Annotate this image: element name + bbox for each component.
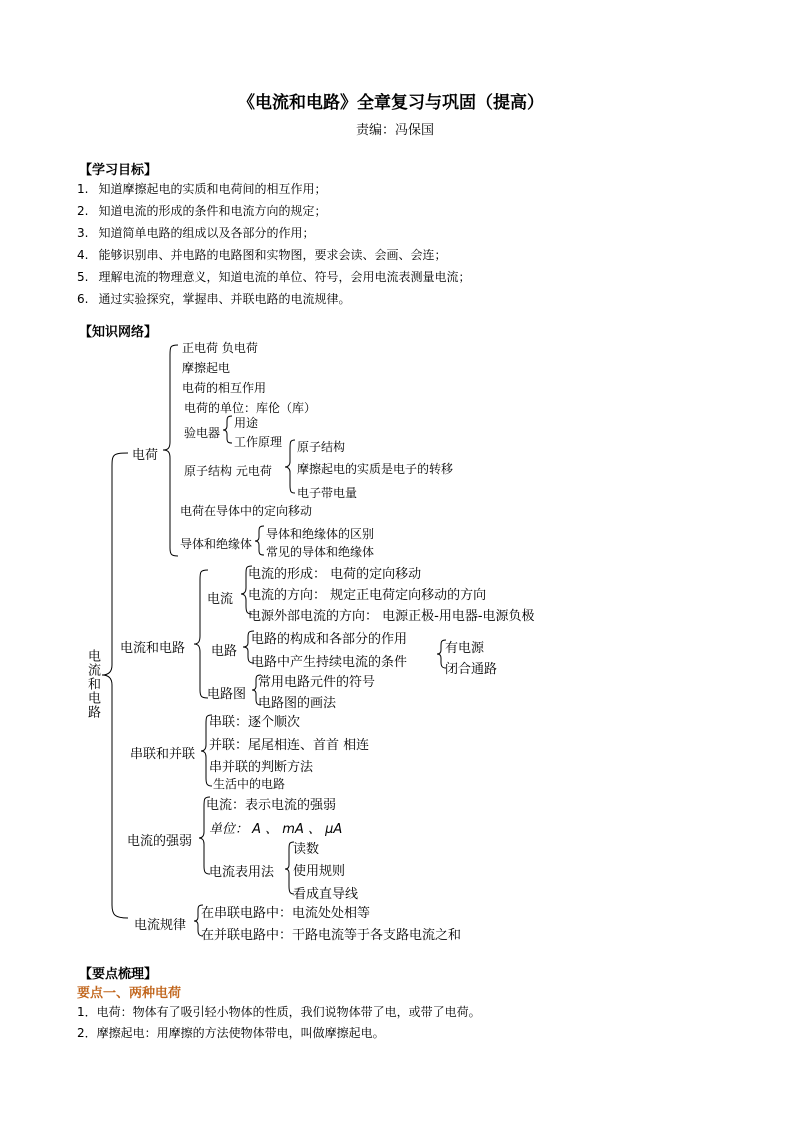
node: 生活中的电路 (213, 777, 286, 791)
node: 读数 (293, 842, 320, 857)
author: 责编：冯保国 (356, 123, 435, 138)
node: 电荷的单位：库伦（库） (184, 401, 317, 415)
paragraph (77, 1024, 385, 1041)
node: 常用电路元件的符号 (258, 675, 376, 690)
node: 电源外部电流的方向： 电源正极-用电器-电源负极 (248, 609, 535, 624)
branch-current-circuit: 电流和电路 (120, 641, 186, 656)
term: 摩擦起电： (96, 1026, 157, 1040)
node: 看成直导线 (293, 887, 359, 902)
node: 电流的方向： 规定正电荷定向移动的方向 (248, 588, 487, 603)
node: 验电器 (184, 426, 221, 440)
objectives-heading: 【学习目标】 (79, 163, 158, 178)
node: 电路的构成和各部分的作用 (251, 632, 408, 647)
item-text: 知道电流的形成的条件和电流方向的规定； (98, 204, 327, 218)
node: 常见的导体和绝缘体 (266, 545, 375, 559)
item-text: 通过实验探究，掌握串、并联电路的电流规律。 (98, 292, 351, 306)
item-number: 1． (77, 1005, 97, 1019)
node: 串联：逐个顺次 (209, 715, 301, 730)
node: 电路图 (207, 687, 247, 702)
page-title: 《电流和电路》全章复习与巩固（提高） (238, 93, 544, 113)
item-number: 5. (77, 270, 89, 284)
definition: 物体有了吸引轻小物体的性质，我们说物体带了电，或带了电荷。 (132, 1005, 481, 1019)
node: 正电荷 负电荷 (182, 341, 258, 355)
keypoints-heading: 【要点梳理】 (79, 967, 158, 982)
node: 工作原理 (234, 435, 283, 449)
node: 电路图的画法 (258, 696, 337, 711)
node: 单位： A 、 mA 、 μA (209, 822, 343, 837)
node: 用途 (234, 416, 259, 430)
item-text: 能够识别串、并电路的电路图和实物图，要求会读、会画、会连； (98, 248, 447, 262)
node: 在并联电路中：干路电流等于各支路电流之和 (201, 928, 462, 943)
node: 电流的形成： 电荷的定向移动 (248, 567, 422, 582)
node: 电流 (207, 592, 234, 607)
node: 电荷的相互作用 (182, 381, 267, 395)
node: 电流表用法 (209, 865, 275, 880)
branch-charge: 电荷 (132, 448, 159, 463)
network-root: 电流和电路 (85, 649, 100, 719)
branch-current-strength: 电流的强弱 (127, 834, 193, 849)
item-text: 知道摩擦起电的实质和电荷间的相互作用； (98, 182, 327, 196)
item-number: 2． (77, 1026, 97, 1040)
definition: 用摩擦的方法使物体带电，叫做摩擦起电。 (156, 1026, 385, 1040)
network-heading: 【知识网络】 (79, 325, 158, 340)
branch-current-law: 电流规律 (134, 918, 187, 933)
node: 并联：尾尾相连、首首 相连 (209, 738, 370, 753)
term: 电荷： (96, 1005, 133, 1019)
node: 摩擦起电的实质是电子的转移 (297, 462, 454, 476)
item-number: 2. (77, 204, 89, 218)
node: 原子结构 元电荷 (184, 464, 272, 478)
section-heading: 要点一、两种电荷 (77, 986, 182, 1001)
paragraph (77, 1003, 481, 1020)
node: 在串联电路中：电流处处相等 (201, 906, 371, 921)
item-number: 3. (77, 226, 89, 240)
node: 有电源 (445, 641, 485, 656)
item-number: 1. (77, 182, 89, 196)
node: 导体和绝缘体 (180, 537, 253, 551)
item-text: 知道简单电路的组成以及各部分的作用； (98, 226, 315, 240)
node: 闭合通路 (445, 662, 498, 677)
node: 电流：表示电流的强弱 (206, 798, 337, 813)
item-number: 6. (77, 292, 89, 306)
node: 摩擦起电 (182, 361, 231, 375)
node: 使用规则 (293, 864, 346, 879)
node: 原子结构 (297, 440, 346, 454)
node: 电路 (211, 644, 238, 659)
item-number: 4. (77, 248, 89, 262)
item-text: 理解电流的物理意义，知道电流的单位、符号，会用电流表测量电流； (98, 270, 471, 284)
branch-series-parallel: 串联和并联 (130, 747, 196, 762)
node: 电路中产生持续电流的条件 (251, 655, 408, 670)
node: 串并联的判断方法 (209, 760, 314, 775)
node: 导体和绝缘体的区别 (266, 527, 375, 541)
node: 电荷在导体中的定向移动 (180, 504, 313, 518)
node: 电子带电量 (297, 486, 358, 500)
